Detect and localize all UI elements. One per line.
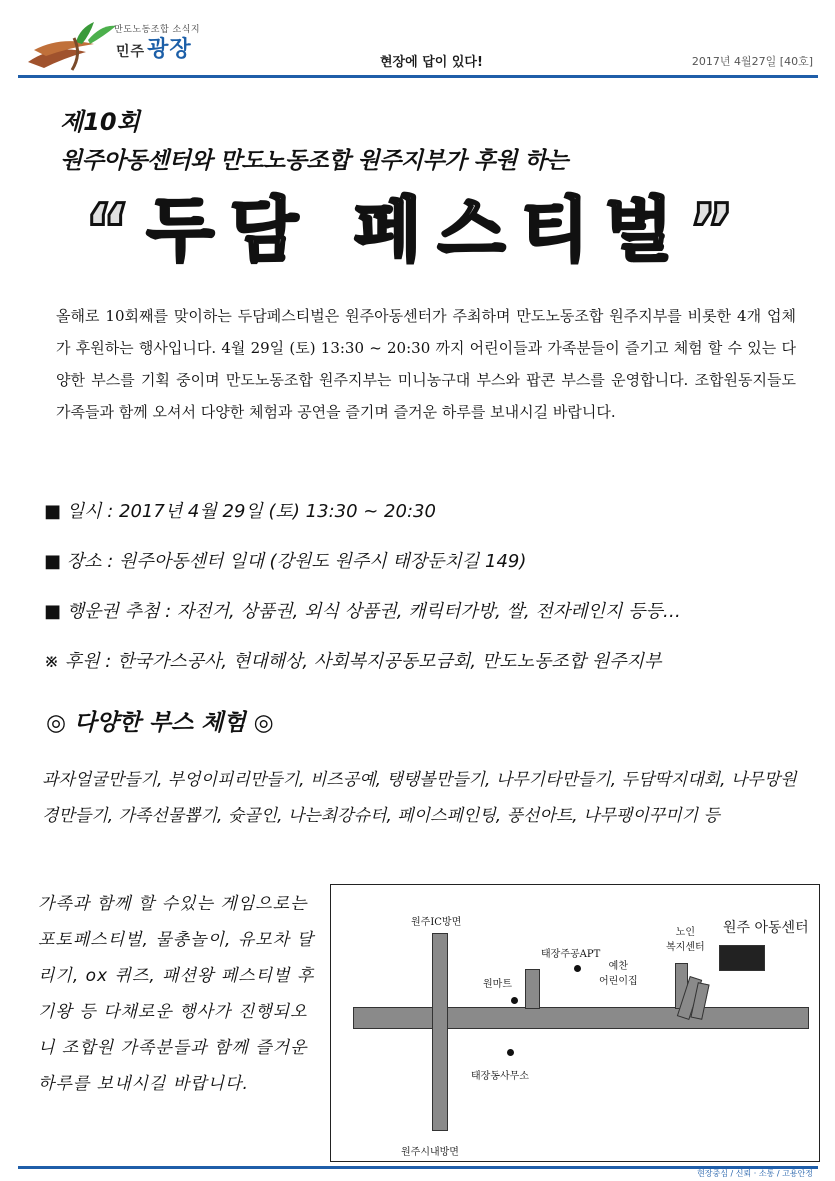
event-place: ■ 장소 : 원주아동센터 일대 (강원도 원주시 태장둔치길 149): [44, 551, 527, 572]
location-map: [330, 884, 820, 1162]
map-label-wonmart: 원마트: [483, 979, 512, 990]
main-title: “두담 페스티벌”: [84, 189, 751, 271]
issue-date: 2017년 4월27일 [40호]: [691, 55, 813, 68]
map-main-road: [353, 1007, 809, 1029]
booth-list: 과자얼굴만들기, 부엉이피리만들기, 비즈공예, 탱탱볼만들기, 나무기타만들기, 두담딱지대회, 나무망원경만들기, 가족선물뽑기, 슛골인, 나는최강슈터, 페이스페인팅, 풍선아트, 나무팽이꾸미기 등: [42, 770, 797, 826]
intro-paragraph: 올해로 10회째를 맞이하는 두담페스티벌은 원주아동센터가 주최하며 만도노동조합 원주지부를 비롯한 4개 업체가 후원하는 행사입니다. 4월 29일 (토) 13:30 ~ 20:30 까지 어린이들과 가족분들이 즐기고 체험 할 수 있는 다양한 부스를 기획 중이며 만도노동조합 원주지부는 미니농구대 부스와 팝콘 부스를 운영합니다. 조합원동지들도 가족들과 함께 오셔서 다양한 체험과 공연을 즐기며 즐거운 하루를 보내시길 바랍니다.: [56, 307, 796, 421]
map-label-apt: 태장주공APT: [541, 949, 601, 960]
brand-subtitle: 만도노동조합 소식지: [114, 25, 201, 35]
map-apt-building: [525, 969, 540, 1009]
games-paragraph: 가족과 함께 할 수있는 게임으로는 포토페스티벌, 물총놀이, 유모차 달리기, ox 퀴즈, 패션왕 페스티벌 후기왕 등 다채로운 행사가 진행되오니 조합원 가족분들과 함께 즐거운 하루를 보내시길 바랍니다.: [38, 894, 315, 1094]
map-label-downtown: 원주시내방면: [401, 1147, 459, 1158]
event-datetime: ■ 일시 : 2017년 4월 29일 (토) 13:30 ~ 20:30: [44, 501, 436, 522]
map-label-ic: 원주IC방면: [411, 917, 462, 928]
slogan: 현장에 답이 있다!: [380, 55, 483, 70]
map-label-welfare: 노인 복지센터: [666, 927, 705, 953]
booth-heading: ◎ 다양한 부스 체험 ◎: [46, 710, 274, 736]
header-divider: [18, 75, 818, 78]
map-label-daycare: 예찬 어린이집: [599, 961, 638, 987]
map-dot-apt: [574, 965, 581, 972]
map-dot-office: [507, 1049, 514, 1056]
map-dot-wonmart: [511, 997, 518, 1004]
map-label-office: 태장동사무소: [471, 1071, 529, 1082]
title-edition: 제10회: [60, 108, 140, 136]
footer-motto: 현장중심 / 신뢰 · 소통 / 고용안정: [697, 1169, 813, 1178]
map-center-building: [719, 945, 765, 971]
header: [0, 0, 835, 86]
brand-name: 민주광장: [116, 37, 192, 62]
map-vertical-road: [432, 933, 448, 1131]
title-subline: 원주아동센터와 만도노동조합 원주지부가 후원 하는: [60, 148, 568, 174]
map-label-center: 원주 아동센터: [723, 920, 809, 936]
lottery-prizes: ■ 행운권 추첨 : 자전거, 상품권, 외식 상품권, 캐릭터가방, 쌀, 전자레인지 등등…: [44, 601, 681, 622]
sponsors: ※ 후원 : 한국가스공사, 현대해상, 사회복지공동모금회, 만도노동조합 원주지부: [44, 651, 662, 672]
